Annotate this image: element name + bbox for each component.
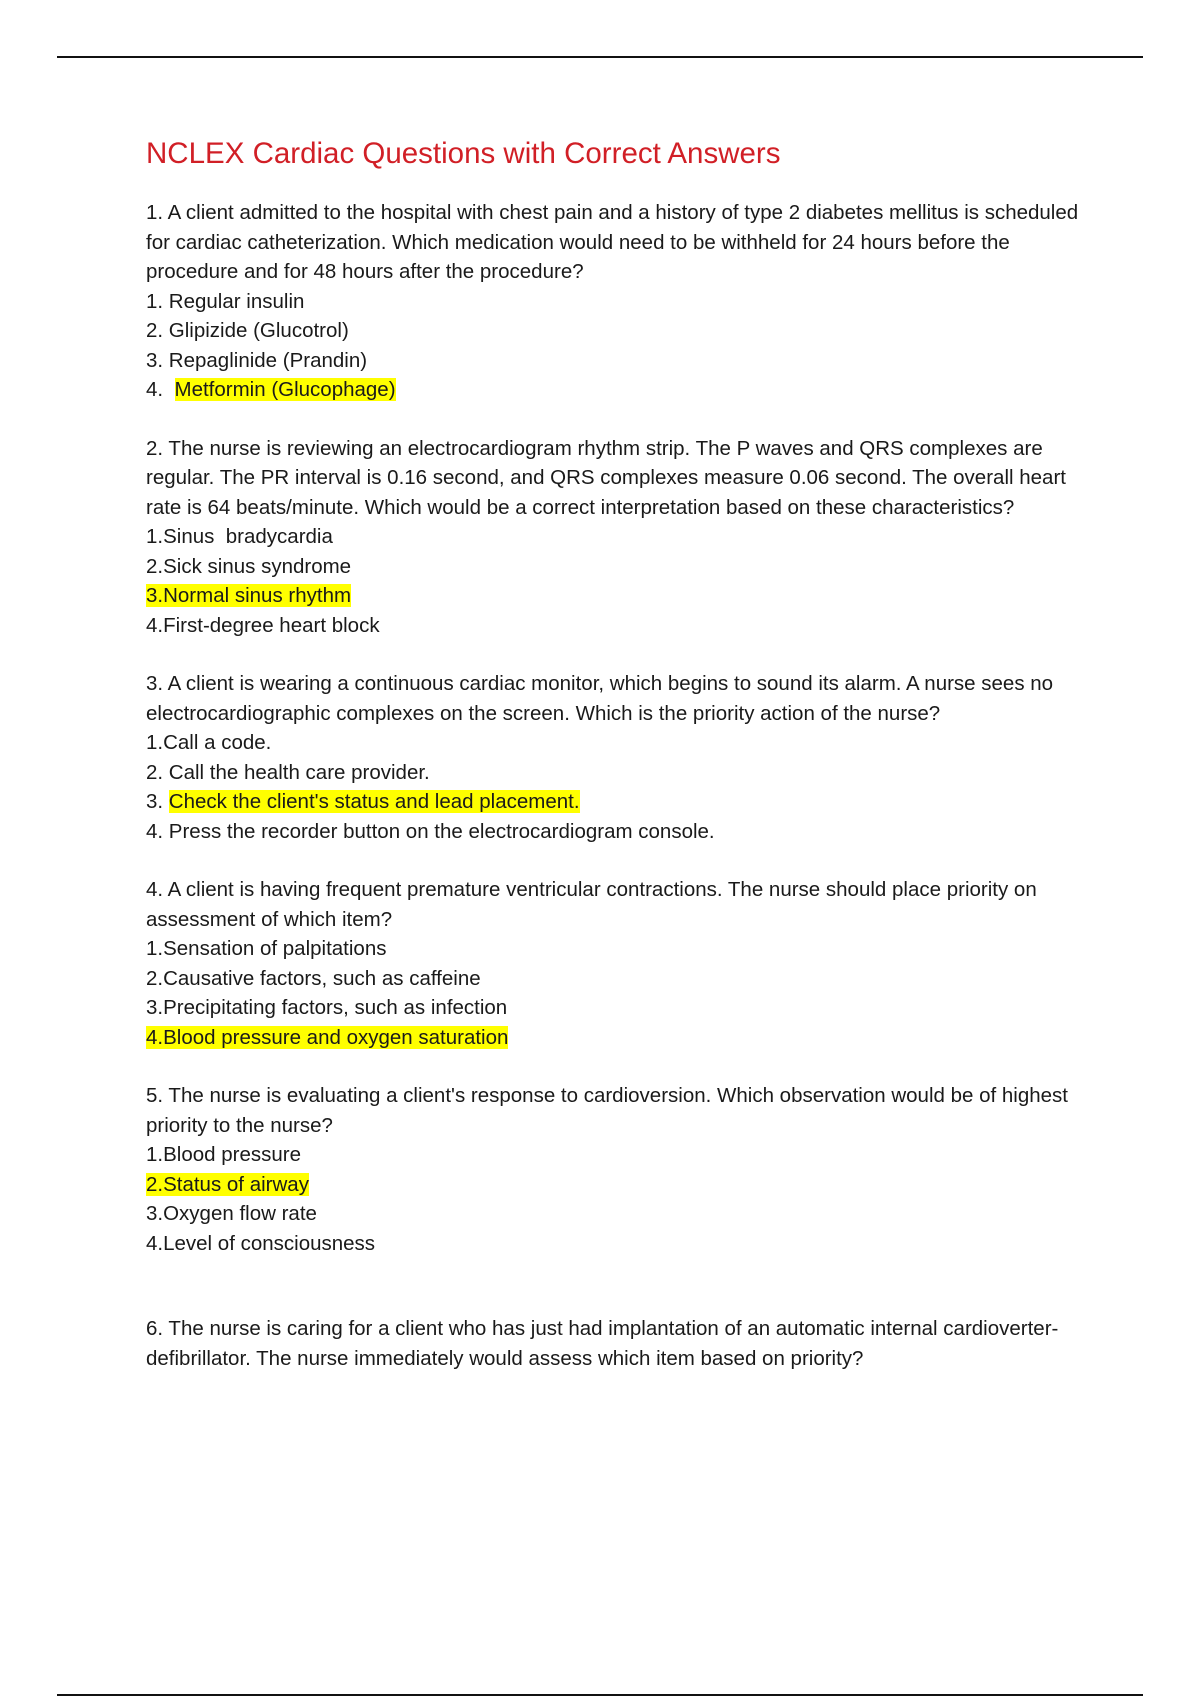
answer-option bbox=[146, 817, 1106, 847]
question-4 bbox=[146, 875, 1106, 1052]
answer-options bbox=[146, 728, 1106, 846]
highlighted-answer: 4.Blood pressure and oxygen saturation bbox=[146, 1025, 509, 1049]
answer-option bbox=[146, 728, 1106, 758]
highlighted-answer: Metformin (Glucophage) bbox=[174, 378, 396, 401]
answer-option bbox=[146, 934, 1106, 964]
option-text: 1.Call a code. bbox=[146, 731, 272, 754]
option-number: 2. bbox=[146, 319, 169, 342]
option-text: 4.Level of consciousness bbox=[146, 1231, 376, 1255]
answer-option bbox=[146, 287, 1106, 317]
answer-options bbox=[146, 522, 1106, 640]
answer-option-correct bbox=[146, 375, 1106, 405]
option-text: 4.First-degree heart block bbox=[146, 613, 380, 637]
option-text: 2.Sick sinus syndrome bbox=[146, 554, 352, 578]
answer-option-correct bbox=[146, 787, 1106, 817]
highlighted-answer: Check the client's status and lead placement. bbox=[168, 790, 580, 813]
answer-option bbox=[146, 1140, 1106, 1170]
answer-option bbox=[146, 552, 1106, 582]
answer-option bbox=[146, 522, 1106, 552]
question-stem: 3. A client is wearing a continuous cardiac monitor, which begins to sound its alarm. A nurse sees no electrocardiographic complexes on the screen. Which is the priority action of the nurse? bbox=[146, 672, 1054, 725]
answer-option bbox=[146, 316, 1106, 346]
option-text: 1.Blood pressure bbox=[146, 1143, 301, 1166]
option-text: Glipizide (Glucotrol) bbox=[168, 319, 349, 342]
question-3 bbox=[146, 669, 1106, 846]
answer-option bbox=[146, 993, 1106, 1023]
option-text: 3.Precipitating factors, such as infection bbox=[146, 996, 508, 1019]
question-6 bbox=[146, 1314, 1106, 1373]
answer-option-correct bbox=[146, 1023, 1106, 1053]
option-text: Regular insulin bbox=[168, 289, 305, 313]
option-text: 1.Sinus bradycardia bbox=[146, 525, 333, 548]
option-number: 2. bbox=[146, 760, 169, 784]
answer-option bbox=[146, 346, 1106, 376]
option-number: 4. bbox=[146, 819, 169, 843]
bottom-rule bbox=[57, 1694, 1143, 1696]
option-text: 1.Sensation of palpitations bbox=[146, 937, 387, 960]
answer-option bbox=[146, 611, 1106, 641]
answer-options bbox=[146, 1140, 1106, 1258]
option-number: 3. bbox=[146, 348, 169, 372]
question-stem: 6. The nurse is caring for a client who has just had implantation of an automatic internal cardioverter-defibrillator. The nurse immediately would assess which item based on priority? bbox=[146, 1317, 1059, 1370]
option-number: 4. bbox=[146, 378, 175, 401]
question-stem: 5. The nurse is evaluating a client's response to cardioversion. Which observation would be of highest priority to the nurse? bbox=[146, 1084, 1068, 1137]
question-5 bbox=[146, 1081, 1106, 1258]
question-2 bbox=[146, 434, 1106, 641]
option-text: Press the recorder button on the electrocardiogram console. bbox=[168, 819, 715, 843]
document-title: NCLEX Cardiac Questions with Correct Answers bbox=[146, 137, 781, 170]
document-body bbox=[146, 132, 1106, 1373]
answer-option bbox=[146, 758, 1106, 788]
answer-option-correct bbox=[146, 581, 1106, 611]
question-stem: 2. The nurse is reviewing an electrocardiogram rhythm strip. The P waves and QRS complexes are regular. The PR interval is 0.16 second, and QRS complexes measure 0.06 second. The overall heart rate is 64 beats/minute. Which would be a correct interpretation based on these characteristics? bbox=[146, 436, 1066, 519]
answer-options bbox=[146, 934, 1106, 1052]
answer-options bbox=[146, 287, 1106, 405]
option-text: Call the health care provider. bbox=[168, 760, 430, 784]
question-1 bbox=[146, 198, 1106, 405]
answer-option bbox=[146, 1229, 1106, 1259]
highlighted-answer: 3.Normal sinus rhythm bbox=[146, 584, 352, 607]
highlighted-answer: 2.Status of airway bbox=[146, 1172, 309, 1196]
answer-option bbox=[146, 964, 1106, 994]
option-number: 3. bbox=[146, 790, 169, 813]
question-stem: 4. A client is having frequent premature ventricular contractions. The nurse should place priority on assessment of which item? bbox=[146, 878, 1037, 931]
top-rule bbox=[57, 56, 1143, 58]
option-text: Repaglinide (Prandin) bbox=[168, 348, 368, 372]
option-number: 1. bbox=[146, 289, 169, 313]
question-stem: 1. A client admitted to the hospital with chest pain and a history of type 2 diabetes mellitus is scheduled for cardiac catheterization. Which medication would need to be withheld for 24 hours before the procedure and for 48 hours after the procedure? bbox=[146, 201, 1079, 283]
answer-option-correct bbox=[146, 1170, 1106, 1200]
option-text: 3.Oxygen flow rate bbox=[146, 1202, 317, 1225]
option-text: 2.Causative factors, such as caffeine bbox=[146, 966, 481, 990]
answer-option bbox=[146, 1199, 1106, 1229]
